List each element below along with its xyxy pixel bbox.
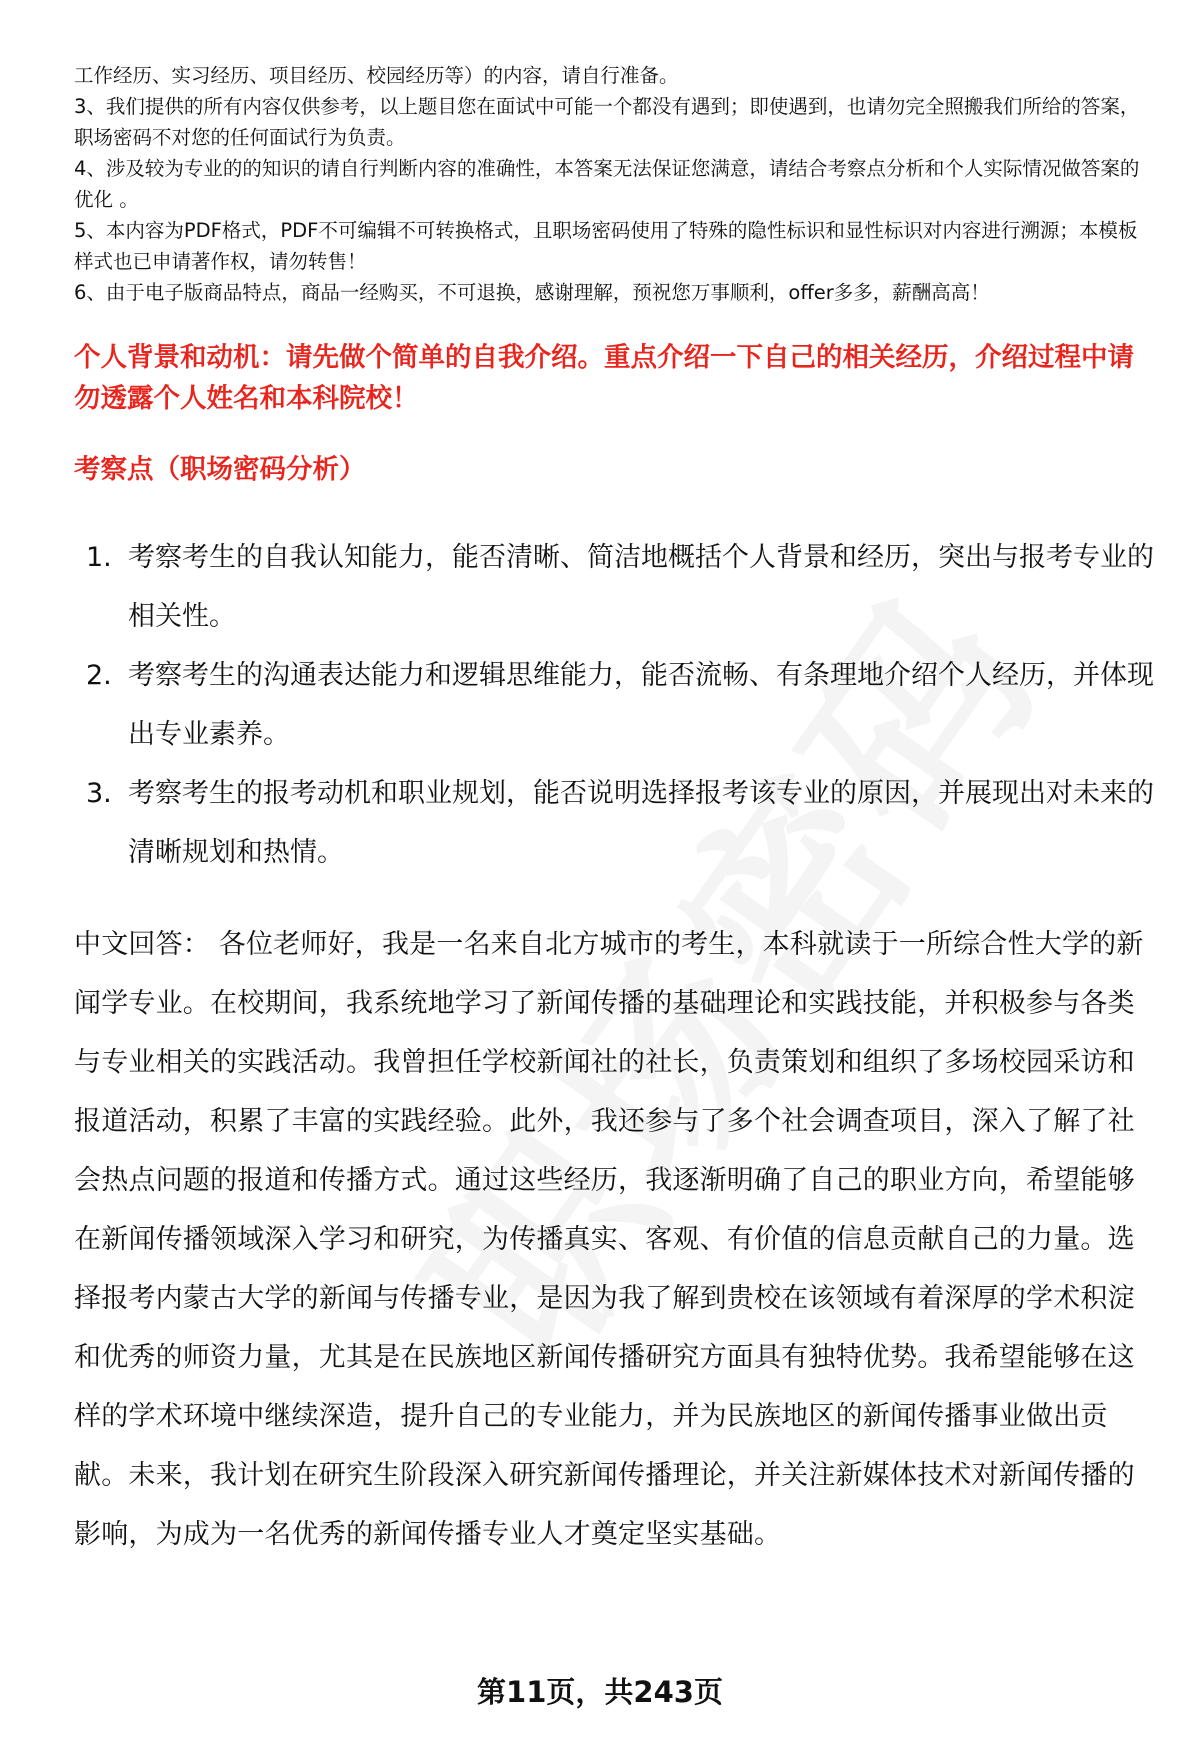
page-number: 第11页，共243页 xyxy=(477,1675,723,1709)
point-text: 考察考生的报考动机和职业规划，能否说明选择报考该专业的原因，并展现出对未来的清晰规划和热情。 xyxy=(128,778,1154,868)
notice-line: 5、本内容为PDF格式，PDF不可编辑不可转换格式，且职场密码使用了特殊的隐性标识和显性标识对内容进行溯源；本模板样式也已申请著作权，请勿转售！ xyxy=(74,219,1138,273)
point-text: 考察考生的自我认知能力，能否清晰、简洁地概括个人背景和经历，突出与报考专业的相关性。 xyxy=(128,542,1154,632)
assessment-points-title: 考察点（职场密码分析） xyxy=(74,454,366,485)
chinese-answer: 中文回答： 各位老师好，我是一名来自北方城市的考生，本科就读于一所综合性大学的新闻学专业。在校期间，我系统地学习了新闻传播的基础理论和实践技能，并积极参与各类与专业相关的实践活动。我曾担任学校新闻社的社长，负责策划和组织了多场校园采访和报道活动，积累了丰富的实践经验。此外，我还参与了多个社会调查项目，深入了解了社会热点问题的报道和传播方式。通过这些经历，我逐渐明确了自己的职业方向，希望能够在新闻传播领域深入学习和研究，为传播真实、客观、有价值的信息贡献自己的力量。选择报考内蒙古大学的新闻与传播专业，是因为我了解到贵校在该领域有着深厚的学术积淀和优秀的师资力量，尤其是在民族地区新闻传播研究方面具有独特优势。我希望能够在这样的学术环境中继续深造，提升自己的专业能力，并为民族地区的新闻传播事业做出贡献。未来，我计划在研究生阶段深入研究新闻传播理论，并关注新媒体技术对新闻传播的影响，为成为一名优秀的新闻传播专业人才奠定坚实基础。 xyxy=(74,929,1144,1550)
point-number: 3. xyxy=(86,778,112,809)
assessment-point xyxy=(86,528,1166,646)
assessment-points-list xyxy=(86,528,1166,882)
notice-line: 工作经历、实习经历、项目经历、校园经历等）的内容，请自行准备。 xyxy=(74,64,679,87)
assessment-point xyxy=(86,646,1166,764)
notice-line: 4、涉及较为专业的的知识的请自行判断内容的准确性，本答案无法保证您满意，请结合考察点分析和个人实际情况做答案的优化 。 xyxy=(74,157,1140,211)
notice-line: 6、由于电子版商品特点，商品一经购买，不可退换，感谢理解，预祝您万事顺利，offer多多，薪酬高高！ xyxy=(74,281,990,304)
point-text: 考察考生的沟通表达能力和逻辑思维能力，能否流畅、有条理地介绍个人经历，并体现出专业素养。 xyxy=(128,660,1154,750)
interview-question: 个人背景和动机：请先做个简单的自我介绍。重点介绍一下自己的相关经历，介绍过程中请勿透露个人姓名和本科院校！ xyxy=(74,342,1134,414)
point-number: 2. xyxy=(86,660,112,691)
assessment-point xyxy=(86,764,1166,882)
notice-line: 3、我们提供的所有内容仅供参考，以上题目您在面试中可能一个都没有遇到；即使遇到，也请勿完全照搬我们所给的答案，职场密码不对您的任何面试行为负责。 xyxy=(74,95,1140,149)
notice-list xyxy=(74,60,1154,308)
point-number: 1. xyxy=(86,542,112,573)
